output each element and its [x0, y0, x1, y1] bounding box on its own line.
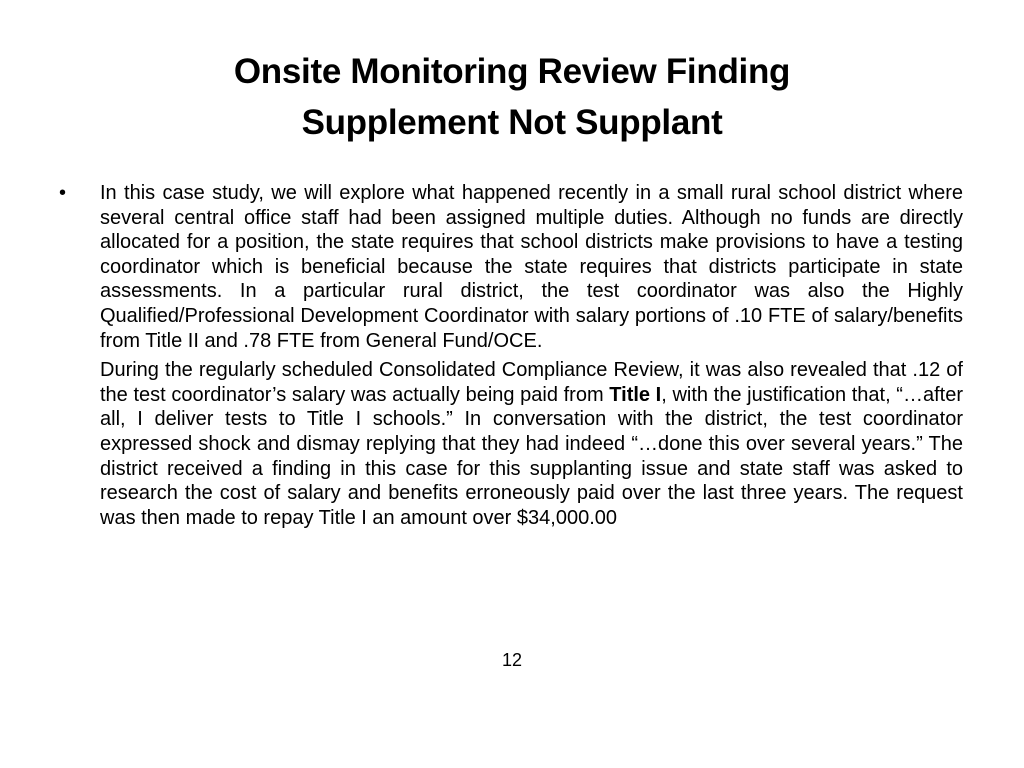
page-number: 12 — [501, 650, 523, 670]
title-line-1: Onsite Monitoring Review Finding — [233, 52, 791, 91]
slide-title — [0, 46, 1024, 148]
paragraph-1: In this case study, we will explore what happened recently in a small rural school district where several central office staff had been assigned multiple duties. Although no funds are directly allocated for a position, the state requires that school districts make provisions to have a testing coordinator which is beneficial because the state requires that districts participate in state assessments. In a particular rural district, the test coordinator was also the Highly Qualified/Professional Development Coordinator with salary portions of .10 FTE of salary/benefits from Title II and .78 FTE from General Fund/OCE. — [100, 182, 963, 352]
body-text — [59, 181, 963, 530]
bullet-icon: • — [59, 182, 67, 204]
title-line-2: Supplement Not Supplant — [301, 103, 723, 142]
paragraph-2 — [100, 358, 963, 530]
paragraph-2-text-end: , with the justification that, “…after all, I deliver tests to Title I schools.” In conversation with the district, the test coordinator expressed shock and dismay replying that they had indeed “…done this over several years.” The district received a finding in this case for this supplanting issue and state staff was asked to research the cost of salary and benefits erroneously paid over the last three years. The request was then made to repay Title I an amount over $34,000.00 — [100, 383, 963, 529]
paragraph-2-text-start: During the regularly scheduled Consolidated Compliance Review, it was also revealed that .12 of the test coordinator’s salary was actually being paid from — [100, 359, 963, 406]
paragraph-2-bold-title-i: Title I — [609, 383, 662, 406]
